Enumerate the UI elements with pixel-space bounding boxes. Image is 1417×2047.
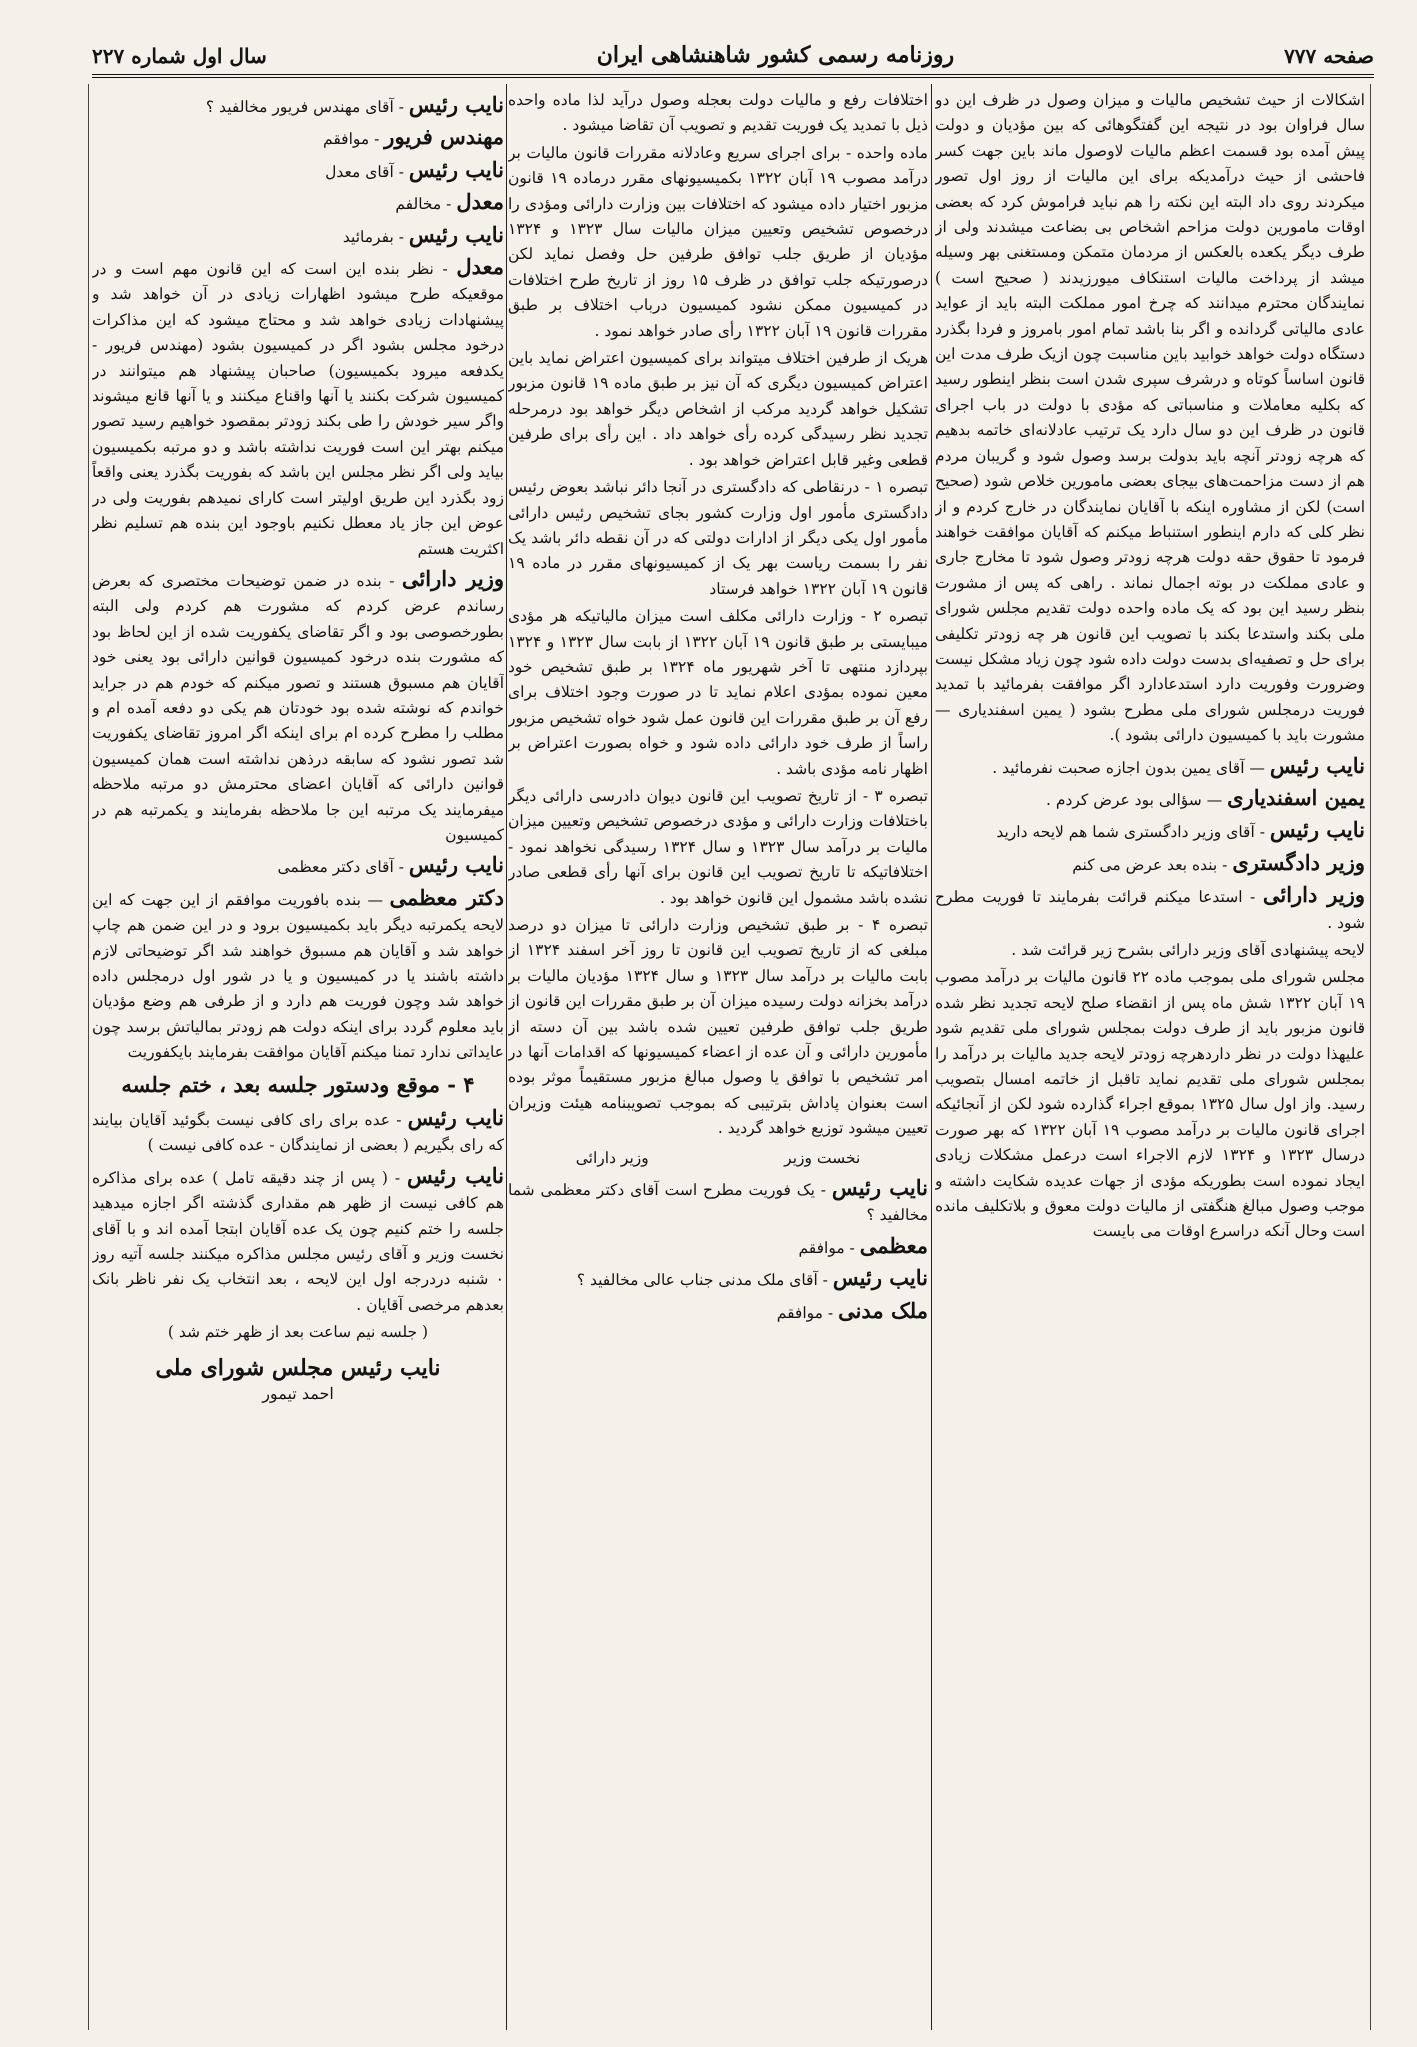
paragraph: مجلس شورای ملی بموجب ماده ۲۲ قانون مالیات بر درآمد مصوب ۱۹ آبان ۱۳۲۲ شش ماه پس از انقضاء صلح لایحه تجدید نظر شده قانون مزبور باید از طرف دولت بمجلس شورای ملی تقدیم شود علیهذا دولت در نظر داردهرچه زودتر لایحه جدید مالیات بر درآمد را بمجلس شورای ملی تقدیم نماید تاقبل از خاتمه امسال بتصویب رسید. واز اول سال ۱۳۲۵ بموقع اجراء گذارده شود لکن از آنجائیکه اجرای قانون مالیات بر درآمد مصوب ۱۹ آبان ۱۳۲۲ که بهر صورت درسال ۱۳۲۳ و ۱۳۲۴ لازم الاجراء است درعمل مشکلات زیادی ایجاد نموده است بطوریکه مؤدی از جهات عدیده شکایت داشته و موجب وصول مبالغ هنگفتی از مالیات دولت معوق و بلاتکلیف مانده است وحال آنکه دراسرع اوقات می بایست xyxy=(935,968,1365,1241)
signatories xyxy=(508,1146,928,1171)
speaker-name: دکتر معظمی xyxy=(389,884,504,910)
speaker-line xyxy=(935,783,1365,813)
speaker-line xyxy=(508,1231,928,1261)
speaker-line xyxy=(92,1161,504,1318)
paragraph: اختلافات رفع و مالیات دولت بعجله وصول درآید لذا ماده واحده ذیل با تمدید یک فوریت تقدیم و تصویب آن تقاضا میشود . xyxy=(508,91,928,135)
section-heading: ۴ - موقع ودستور جلسه بعد ، ختم جلسه xyxy=(121,1071,475,1097)
speaker-line xyxy=(92,155,504,185)
speech-text: - مخالفم xyxy=(395,195,452,214)
speaker-name: وزیر دادگستری xyxy=(1232,849,1365,875)
speaker-line xyxy=(92,90,504,120)
speaker-line xyxy=(92,220,504,250)
speech-text: - موافقم xyxy=(323,130,380,149)
speaker-name: معدل xyxy=(456,254,504,280)
speech-text: - عده برای رای کافی نیست بگوئید آقایان بیایند که رای بگیریم ( بعضی از نمایندگان - عده کافی نیست ) xyxy=(92,1111,504,1155)
column-divider xyxy=(506,84,507,2030)
paragraph: اشکالات از حیث تشخیص مالیات و میزان وصول در ظرف این دو سال فراوان بود در نتیجه این گفتگوهائی که بین مؤدیان و دولت پیش آمده بود قسمت اعظم مالیات لاوصول ماند باین جهت کسر فاحشی از حیث درآمدیکه برای این مالیات از روز اول تصور میکردند روی داد البته این نکته را هم نباید فراموش کرد که بعضی اوقات مامورین دولت مزاحم اشخاص بی بضاعت میشدند ولی از طرف دیگر یکعده بالعکس از مردمان متمکن ومستغنی بهر وسیله میشد از پرداخت مالیات استنکاف میورزیدند ( صحیح است ) نمایندگان محترم میدانند که چرخ امور مملکت البته باید از عواید عادی مالیاتی گردانده و اگر بنا باشد تمام امور بامروز و فردا بگذرد دستگاه دولت خواهد خوابید باین مناسبت چون ازیک طرف مدت این قانون اساساً کوتاه و درشرف سپری شدن است بنظر اینطور رسید که بکلیه معاملات و مناسباتی که مؤدی با دولت در باب اجرای قانون در ظرف این دو سال دارد یک ترتیب عادلانه‌ای خاتمه بدهیم که هرچه زودتر آنچه باید بدولت برسد وصول شود و گریبان مردم هم از دست مزاحمت‌های بیجای بعضی مامورین خلاص شود (صحیح است) لکن از مشاوره اینکه با آقایان نمایندگان در خارج کردم و از نظر کلی که دارم اینطور استنباط میکنم که آقایان موافقت خواهند فرمود تا حقوق حقه دولت هرچه زودتر وصول شود تا مخارج جاری و عادی مملکت در بوته اجمال نماند . راهی که پس از مشورت بنظر رسید این بود که یک ماده واحده دولت تقدیم مجلس شورای ملی بکند واستدعا بکند با تصویب این قانون هر چه زودتر تکلیفی برای حل و تصفیه‌ای بدست دولت داده شود چون زیاد مشکل نیست وضرورت وفوریت دارد استدعادارد اگر موافقت بفرمائید با تمدید فوریت درمجلس شورای ملی مطرح بشود ( یمین اسفندیاری — مشورت باید با کمیسیون دارائی بشود ). xyxy=(935,91,1365,745)
speech-text: — بنده بافوریت موافقم از این جهت که این لایحه یکمرتبه دیگر باید بکمیسیون برود و در این ضمن هم چاپ خواهد شد و آقایان هم مسبوق خواهند شد اگر توضیحاتی لازم داشته باشند یا در کمیسیون و یا در شور اول درمجلس داده خواهد شد وچون فوریت هم دارد و از طرفی هم وضع مؤدیان باید معلوم گردد برای اینکه دولت هم زودتر بمالیاتش برسد چون عایداتی ندارد تمنا میکنم آقایان موافقت بفرمایند بایکفوریت xyxy=(92,890,504,1062)
speech-text: - یک فوریت مطرح است آقای دکتر معظمی شما مخالفید ؟ xyxy=(508,1181,928,1225)
note-3: تبصره ۳ - از تاریخ تصویب این قانون دیوان دادرسی دارائی دیگر باختلافات وزارت دارائی و مؤدی درخصوص تشخیص وتعیین میزان مالیات بر درآمد سال ۱۳۲۳ و سال ۱۳۲۴ رسیدگی نخواهد نمود - اختلافاتیکه تا تاریخ تصویب این قانون برای آنها رأی قطعی صادر نشده باشد مشمول این قانون خواهد بود . xyxy=(508,786,928,907)
speaker-line xyxy=(935,751,1365,781)
speaker-line xyxy=(92,1103,504,1159)
speaker-line xyxy=(935,880,1365,936)
speaker-line xyxy=(935,815,1365,845)
speech-text: - آقای ملک مدنی جناب عالی مخالفید ؟ xyxy=(576,1271,828,1290)
speaker-name: مهندس فریور xyxy=(384,124,504,150)
speech-text: — آقای یمین بدون اجازه صحبت نفرمائید . xyxy=(992,758,1265,777)
speaker-name: نایب رئیس xyxy=(408,221,504,247)
speaker-name: نایب رئیس xyxy=(832,1265,928,1291)
article-text: ماده واحده - برای اجرای سریع وعادلانه مقررات قانون مالیات بر درآمد مصوب ۱۹ آبان ۱۳۲۲ بکمیسیونهای مقرر درماده ۱۹ قانون مزبور اختیار داده میشود که اختلافات بین وزارت دارائی ومؤدی را درخصوص تشخیص وتعیین میزان مالیات سال ۱۳۲۳ و ۱۳۲۴ مؤدیان از طریق جلب توافق طرفین حل وفصل نماید لکن درصورتیکه جلب توافق در ظرف ۱۵ روز از تاریخ طرح اختلافات در کمیسیون ممکن نشود کمیسیون درباب اختلاف بر طبق مقررات قانون ۱۹ آبان ۱۳۲۲ رأی صادر خواهد نمود . xyxy=(508,143,928,340)
issue-number: سال اول شماره ۲۲۷ xyxy=(92,44,267,68)
speaker-name: نایب رئیس xyxy=(407,1105,504,1131)
speech-text: - ( پس از چند دقیقه تامل ) عده برای مذاکره هم کافی نیست از ظهر هم مقداری گذشته اگر اجازه میدهید جلسه را ختم کنیم چون یک عده آقایان ابتجا آمده اند و با آقای نخست وزیر و آقای رئیس مجلس مذاکره میکنند جلسه آتیه روز ۰ شنبه دردرجه اول این لایحه ، بعد انتخاب یک نفر ناظر بانک بعدهم مرخصی آقایان . xyxy=(92,1168,504,1314)
speaker-name: معظمی xyxy=(859,1232,928,1258)
speaker-name: نایب رئیس xyxy=(406,1162,504,1188)
speaker-name: نایب رئیس xyxy=(408,156,504,182)
speaker-name: ملک مدنی xyxy=(838,1297,928,1323)
speaker-line xyxy=(92,850,504,880)
note-2: تبصره ۲ - وزارت دارائی مکلف است میزان مالیاتیکه هر مؤدی میبایستی بر طبق قانون ۱۹ آبان ۱۳۲۲ از بابت سال ۱۳۲۳ و ۱۳۲۴ بپردازد منتهی تا آخر شهریور ماه ۱۳۲۴ بر طبق تشخیص خود معین نموده بمؤدی اعلام نماید تا در صورت وجود اختلاف برای رفع آن بر طبق مقررات این قانون عمل شود خواه تشخیص مزبور راساً از طرف خود دارائی داده شود و خواه بصورت اعتراض بر اظهار نامه مؤدی باشد . xyxy=(508,607,928,778)
speech-text: - بفرمائید xyxy=(342,227,404,246)
newspaper-title: روزنامه رسمی کشور شاهنشاهی ایران xyxy=(596,42,955,68)
speaker-line xyxy=(92,187,504,217)
speech-text: - آقای دکتر معظمی xyxy=(277,858,404,877)
speech-text: - نظر بنده این است که این قانون مهم است و در موقعیکه طرح میشود اظهارات زیادی در آن خواهد شد و پیشنهادات زیادی خواهد شد و محتاج میشود که این مذاکرات درخود مجلس بشود اگر در کمیسیون بشود (مهندس فریور - یکدفعه میرود بکمیسیون) صاحبان پیشنهاد هم میتوانند در کمیسیون شرکت بکنند یا آنها واقناع میکنند و یا آنها قانع میشوند واگر سیر خودش را طی بکند زودتر بمقصود خواهیم رسید تصور میکنم بهتر این است فوریت نداشته باشد و دو مرتبه بکمیسیون بیاید ولی اگر نظر مجلس این باشد که بفوریت بگذرد یعنی واقعاً زود بگذرد این طریق اولیتر است کارای نمیدهم بفوریت ولی در عوض این جاز یاد معطل نکنیم باوجود این بنده هم تسلیم نظر اکثریت هستم xyxy=(92,260,504,558)
paragraph: هریک از طرفین اختلاف میتواند برای کمیسیون اعتراض نماید باین اعتراض کمیسیون دیگری که آن نیز بر طبق ماده ۱۹ قانون مزبور تشکیل خواهد گردید مرکب از اشخاص دیگر خواهد بود درمرحله تجدید نظر رسیدگی کرده رأی خواهد داد . این رأی برای طرفین قطعی وغیر قابل اعتراض خواهد بود . xyxy=(508,349,928,469)
page-number: صفحه ۷۷۷ xyxy=(1284,44,1374,68)
speaker-name: معدل xyxy=(456,189,504,215)
speaker-name: نایب رئیس xyxy=(1269,752,1365,778)
speech-text: - بنده در ضمن توضیحات مختصری که بعرض رساندم عرض کردم که مشورت هم کردم ولی البته بطورخصوصی بود و اگر تقاضای یکفوریت شده از این لحاظ بود که مشورت بنده درخود کمیسیون قوانین دارائی بود یعنی خود آقایان هم مسبوق هستند و تصور میکنم که خودم هم در جراید خواندم که نوشته شده بود خودتان هم یکی دو دفعه آمده ام و مطلب را مطرح کرده ام برای اینکه اگر امروز تقاضای یکفوریت شد تصور نشود که سابقه درذهن نداشته است همان کمیسیون قوانین دارائی که آقایان اعضای محترمش دو مرتبه ملاحظه میفرمایند یک مرتبه این جا ملاحظه بفرمایند و یکمرتبه هم در کمیسیون xyxy=(92,571,504,844)
speaker-line xyxy=(508,1296,928,1326)
speech-text: - آقای معدل xyxy=(325,162,404,181)
speech-text: - استدعا میکنم قرائت بفرمایند تا فوریت مطرح شود . xyxy=(935,888,1365,932)
speech-text: - آقای وزیر دادگستری شما هم لایحه دارید xyxy=(996,823,1265,842)
speaker-line xyxy=(935,848,1365,878)
speaker-name: نایب رئیس xyxy=(408,852,504,878)
signatory-finance-minister: وزیر دارائی xyxy=(575,1148,649,1167)
speaker-name: نایب رئیس xyxy=(1269,817,1365,843)
note-1: تبصره ۱ - درنقاطی که دادگستری در آنجا دائر نباشد بعوض رئیس دادگستری مأمور اول وزارت کشور بجای تشخیص رئیس دارائی مأمور اول یکی دیگر از ادارات دولتی که در آن نقطه دائر باشد یک نفر را بسمت ریاست بهر یک از کمیسیونهای مقرر در ماده ۱۹ قانون ۱۹ آبان ۱۳۲۲ خواهد فرستاد xyxy=(508,478,928,598)
speaker-name: وزیر دارائی xyxy=(1262,882,1365,908)
column-right xyxy=(935,88,1365,2026)
column-border-right xyxy=(1370,84,1371,2030)
speech-text: - آقای مهندس فریور مخالفید ؟ xyxy=(205,98,404,116)
paragraph: لایحه پیشنهادی آقای وزیر دارائی بشرح زیر قرائت شد . xyxy=(1011,941,1365,959)
speech-text: - موافقم xyxy=(798,1238,855,1257)
speaker-name: یمین اسفندیاری xyxy=(1227,784,1365,810)
column-border-left xyxy=(88,84,89,2030)
speaker-line xyxy=(92,122,504,152)
column-left xyxy=(92,88,504,2026)
speaker-name: وزیر دارائی xyxy=(401,565,504,591)
signature-title: نایب رئیس مجلس شورای ملی xyxy=(155,1354,441,1381)
session-close-note: ( جلسه نیم ساعت بعد از ظهر ختم شد ) xyxy=(167,1323,429,1342)
signatory-prime-minister: نخست وزیر xyxy=(784,1148,861,1167)
page-header xyxy=(92,22,1374,78)
speaker-line xyxy=(92,883,504,1066)
speech-text: - بنده بعد عرض می کنم xyxy=(1072,855,1228,874)
signature-name: احمد تیمور xyxy=(262,1384,334,1404)
speaker-name: نایب رئیس xyxy=(831,1175,928,1201)
speech-text: - موافقم xyxy=(776,1303,834,1322)
speaker-line xyxy=(508,1173,928,1229)
column-middle xyxy=(508,88,928,2026)
speaker-line xyxy=(508,1263,928,1293)
column-divider xyxy=(931,84,932,2030)
speaker-line xyxy=(92,564,504,848)
speaker-name: نایب رئیس xyxy=(408,92,504,117)
note-4: تبصره ۴ - بر طبق تشخیص وزارت دارائی تا میزان دو درصد مبلغی که از تاریخ تصویب این قانون تا روز آخر اسفند ۱۳۲۴ از بابت مالیات بر درآمد سال ۱۳۲۳ و سال ۱۳۲۴ مؤدیان مالیات بر درآمد بخزانه دولت رسیده میزان آن بر طبق مقررات این قانون از طریق جلب توافق طرفین تعیین شده باشد بین آن دسته از مأمورین دارائی و آن عده از اعضاء کمیسیونها که اقدامات آنها در امر تشخیص با توافق یا وصول مبالغ مزبور مستقیماً موثر بوده است بعنوان پاداش بترتیبی که بموجب تصویبنامه هیئت وزیران تعیین میشود توزیع خواهد گردید . xyxy=(508,916,928,1138)
speaker-line xyxy=(92,252,504,562)
speech-text: — سؤالی بود عرض کردم . xyxy=(1046,790,1223,809)
